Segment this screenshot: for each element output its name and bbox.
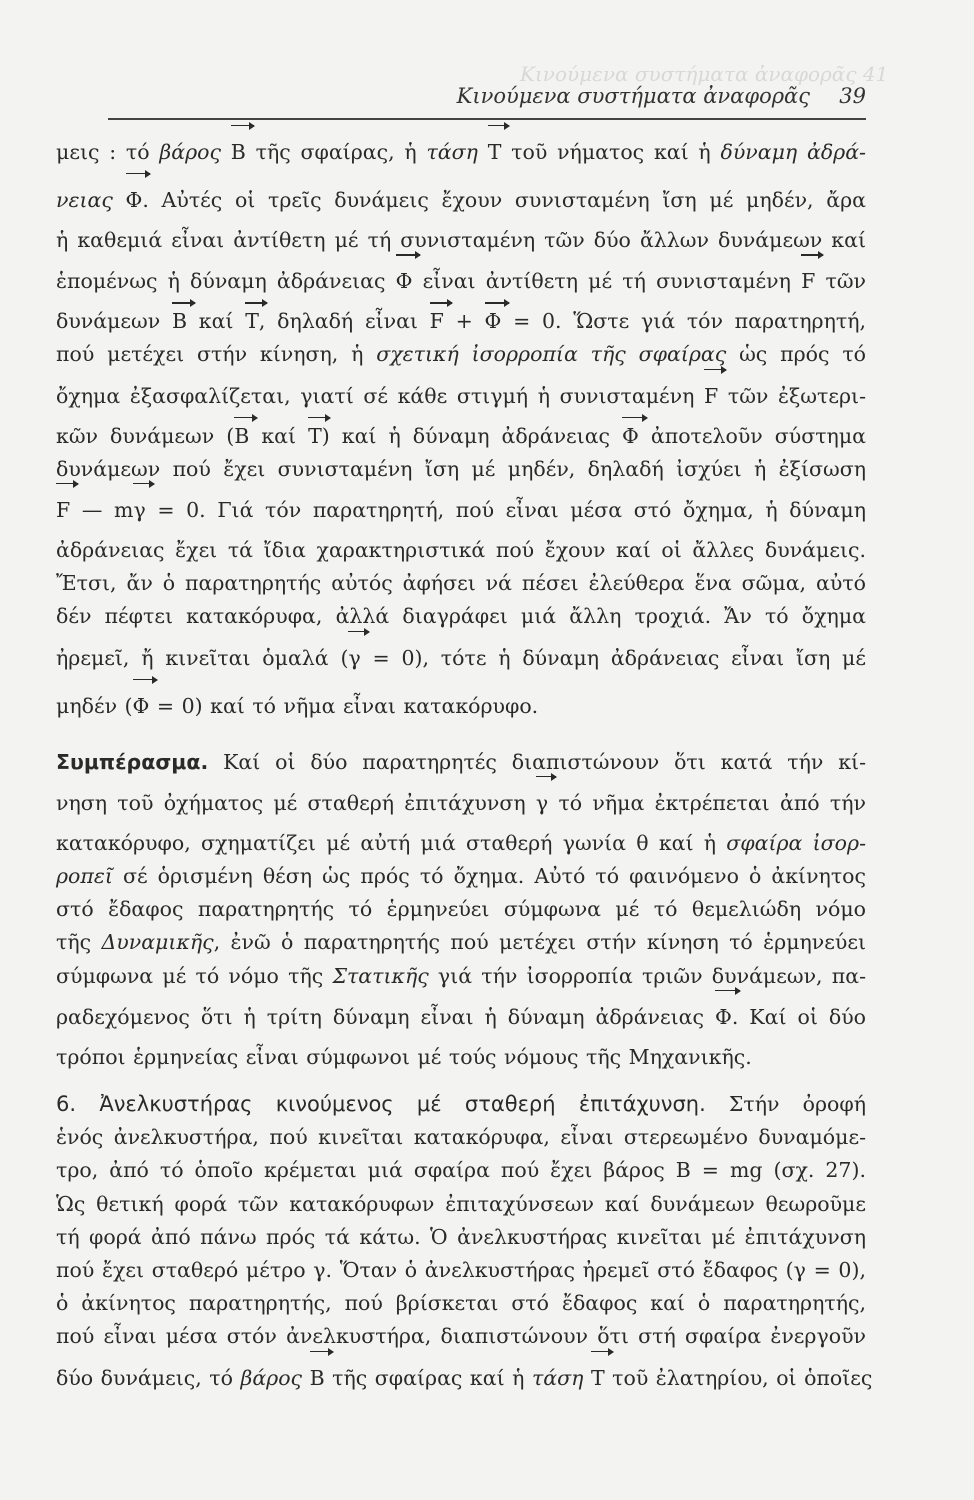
text-line: F — mγ = 0. Γιά τόν παρατηρητή, πού εἶναι μέσα στό ὄχημα, ἡ δύναμη <box>56 486 866 534</box>
text-line: δυνάμεων Β καί Τ, δηλαδή εἶναι F + Φ = 0. Ὥστε γιά τόν παρατηρητή, <box>56 305 866 338</box>
vector-symbol: Τ <box>591 1354 605 1402</box>
vector-symbol: Τ <box>308 420 322 453</box>
text-line: ἡ καθεμιά εἶναι ἀντίθετη μέ τή συνισταμένη τῶν δύο ἄλλων δυνάμεων καί <box>56 228 866 252</box>
page-body <box>56 128 873 1402</box>
text-line: μηδέν (Φ = 0) καί τό νῆμα εἶναι κατακόρυφο. <box>56 682 866 730</box>
conclusion-heading: Συμπέρασμα. <box>56 749 209 774</box>
vector-symbol: γ <box>348 634 360 682</box>
text-line: τή φορά ἀπό πάνω πρός τά κάτω. Ὁ ἀνελκυστήρας κινεῖται μέ ἐπιτάχυνση <box>56 1224 866 1249</box>
vector-symbol: F <box>801 257 815 305</box>
vector-symbol: Τ <box>488 128 502 176</box>
vector-symbol: Φ <box>133 682 150 730</box>
text-line: 6. Ἀνελκυστήρας κινούμενος μέ σταθερή ἐπιτάχυνση. Στήν ὀροφή <box>56 1092 866 1117</box>
text-line: κατακόρυφο, σχηματίζει μέ αὐτή μιά σταθερή γωνία θ καί ἡ σφαίρα ἰσορ- <box>56 830 866 855</box>
text-line: πού μετέχει στήν κίνηση, ἡ σχετική ἰσορροπία τῆς σφαίρας ὡς πρός τό <box>56 342 867 367</box>
text-line: ἑνός ἀνελκυστήρα, πού κινεῖται κατακόρυφα, εἶναι στερεωμένο δυναμόμε- <box>56 1125 866 1150</box>
vector-symbol: Φ <box>396 257 413 305</box>
running-title: Κινούμενα συστήματα ἀναφορᾶς <box>456 84 810 108</box>
text-line: ραδεχόμενος ὅτι ἡ τρίτη δύναμη εἶναι ἡ δύναμη ἀδράνειας Φ. Καί οἱ δύο <box>56 993 866 1041</box>
text-line: δυνάμεων πού ἔχει συνισταμένη ἴση μέ μηδέν, δηλαδή ἰσχύει ἡ ἐξίσωση <box>56 456 866 481</box>
header-rule <box>108 118 866 120</box>
vector-symbol: Φ <box>126 176 143 224</box>
text-line: ἠρεμεῖ, ἤ κινεῖται ὁμαλά (γ = 0), τότε ἡ δύναμη ἀδράνειας εἶναι ἴση μέ <box>56 634 866 682</box>
vector-symbol: γ <box>133 486 145 534</box>
text-line: σύμφωνα μέ τό νόμο τῆς Στατικῆς γιά τήν ἰσορροπία τριῶν δυνάμεων, πα- <box>56 963 867 988</box>
text-line: τῆς Δυναμικῆς, ἐνῶ ὁ παρατηρητής πού μετέχει στήν κίνηση τό ἑρμηνεύει <box>56 930 867 955</box>
text-line: Ὡς θετική φορά τῶν κατακόρυφων ἐπιταχύνσεων καί δυνάμεων θεωροῦμε <box>56 1191 866 1216</box>
text-line: δύο δυνάμεις, τό βάρος Β τῆς σφαίρας καί ἡ τάση Τ τοῦ ἐλατηρίου, οἱ ὁποῖες <box>56 1354 866 1402</box>
paragraph-forces <box>56 128 866 730</box>
vector-symbol: Β <box>231 128 246 176</box>
page-number: 39 <box>839 84 866 108</box>
paragraph-conclusion <box>56 746 866 1074</box>
vector-symbol: Β <box>234 420 249 453</box>
text-line: πού εἶναι μέσα στόν ἀνελκυστήρα, διαπιστώνουν ὅτι στή σφαίρα ἐνεργοῦν <box>56 1324 866 1349</box>
vector-symbol: Β <box>172 305 187 338</box>
vector-symbol: Φ <box>622 420 639 453</box>
text-line: Ἔτσι, ἄν ὁ παρατηρητής αὐτός ἀφήσει νά πέσει ἐλεύθερα ἕνα σῶμα, αὐτό <box>56 571 866 596</box>
text-line: νηση τοῦ ὀχήματος μέ σταθερή ἐπιτάχυνση γ τό νῆμα ἐκτρέπεται ἀπό τήν <box>56 779 866 827</box>
text-line: Συμπέρασμα. Καί οἱ δύο παρατηρητές διαπιστώνουν ὅτι κατά τήν κί- <box>56 749 866 774</box>
text-line: ὄχημα ἐξασφαλίζεται, γιατί σέ κάθε στιγμή ἡ συνισταμένη F τῶν ἐξωτερι- <box>56 372 866 420</box>
text-line: μεις : τό βάρος Β τῆς σφαίρας, ἡ τάση Τ τοῦ νήματος καί ἡ δύναμη ἀδρά- <box>56 128 866 176</box>
vector-symbol: γ <box>536 779 548 827</box>
text-line: πού ἔχει σταθερό μέτρο γ. Ὅταν ὁ ἀνελκυστήρας ἠρεμεῖ στό ἔδαφος (γ = 0), <box>56 1258 866 1283</box>
text-line: κῶν δυνάμεων (Β καί Τ) καί ἡ δύναμη ἀδράνειας Φ ἀποτελοῦν σύστημα <box>56 420 866 453</box>
section-heading: 6. Ἀνελκυστήρας κινούμενος μέ σταθερή ἐπιτάχυνση. <box>56 1092 706 1117</box>
text-line: ὁ ἀκίνητος παρατηρητής, πού βρίσκεται στό ἔδαφος καί ὁ παρατηρητής, <box>56 1291 866 1316</box>
text-line: δέν πέφτει κατακόρυφα, ἀλλά διαγράφει μιά ἄλλη τροχιά. Ἄν τό ὄχημα <box>56 604 866 629</box>
text-line: τρο, ἀπό τό ὁποῖο κρέμεται μιά σφαίρα πού ἔχει βάρος Β = mg (σχ. 27). <box>56 1158 866 1183</box>
text-line: ἑπομένως ἡ δύναμη ἀδράνειας Φ εἶναι ἀντίθετη μέ τή συνισταμένη F τῶν <box>56 257 866 305</box>
vector-symbol: Φ <box>715 993 732 1041</box>
vector-symbol: Β <box>310 1354 325 1402</box>
paragraph-elevator <box>56 1088 873 1402</box>
text-line: τρόποι ἑρμηνείας εἶναι σύμφωνοι μέ τούς νόμους τῆς Μηχανικῆς. <box>56 1044 752 1069</box>
bleed-through-text: Κινούμενα συστήματα ἀναφορᾶς 41 <box>520 62 889 86</box>
vector-symbol: F <box>430 305 444 338</box>
vector-symbol: F <box>704 372 718 420</box>
text-line: ροπεῖ σέ ὁρισμένη θέση ὡς πρός τό ὄχημα. Αὐτό τό φαινόμενο ὁ ἀκίνητος <box>56 864 866 889</box>
text-line: στό ἔδαφος παρατηρητής τό ἑρμηνεύει σύμφωνα μέ τό θεμελιώδη νόμο <box>56 897 866 922</box>
vector-symbol: F <box>56 486 70 534</box>
text-line: νειας Φ. Αὐτές οἱ τρεῖς δυνάμεις ἔχουν συνισταμένη ἴση μέ μηδέν, ἄρα <box>56 176 866 224</box>
vector-symbol: Τ <box>245 305 259 338</box>
text-line: ἀδράνειας ἔχει τά ἴδια χαρακτηριστικά πού ἔχουν καί οἱ ἄλλες δυνάμεις. <box>56 538 866 563</box>
vector-symbol: Φ <box>485 305 502 338</box>
page-header <box>108 84 866 114</box>
